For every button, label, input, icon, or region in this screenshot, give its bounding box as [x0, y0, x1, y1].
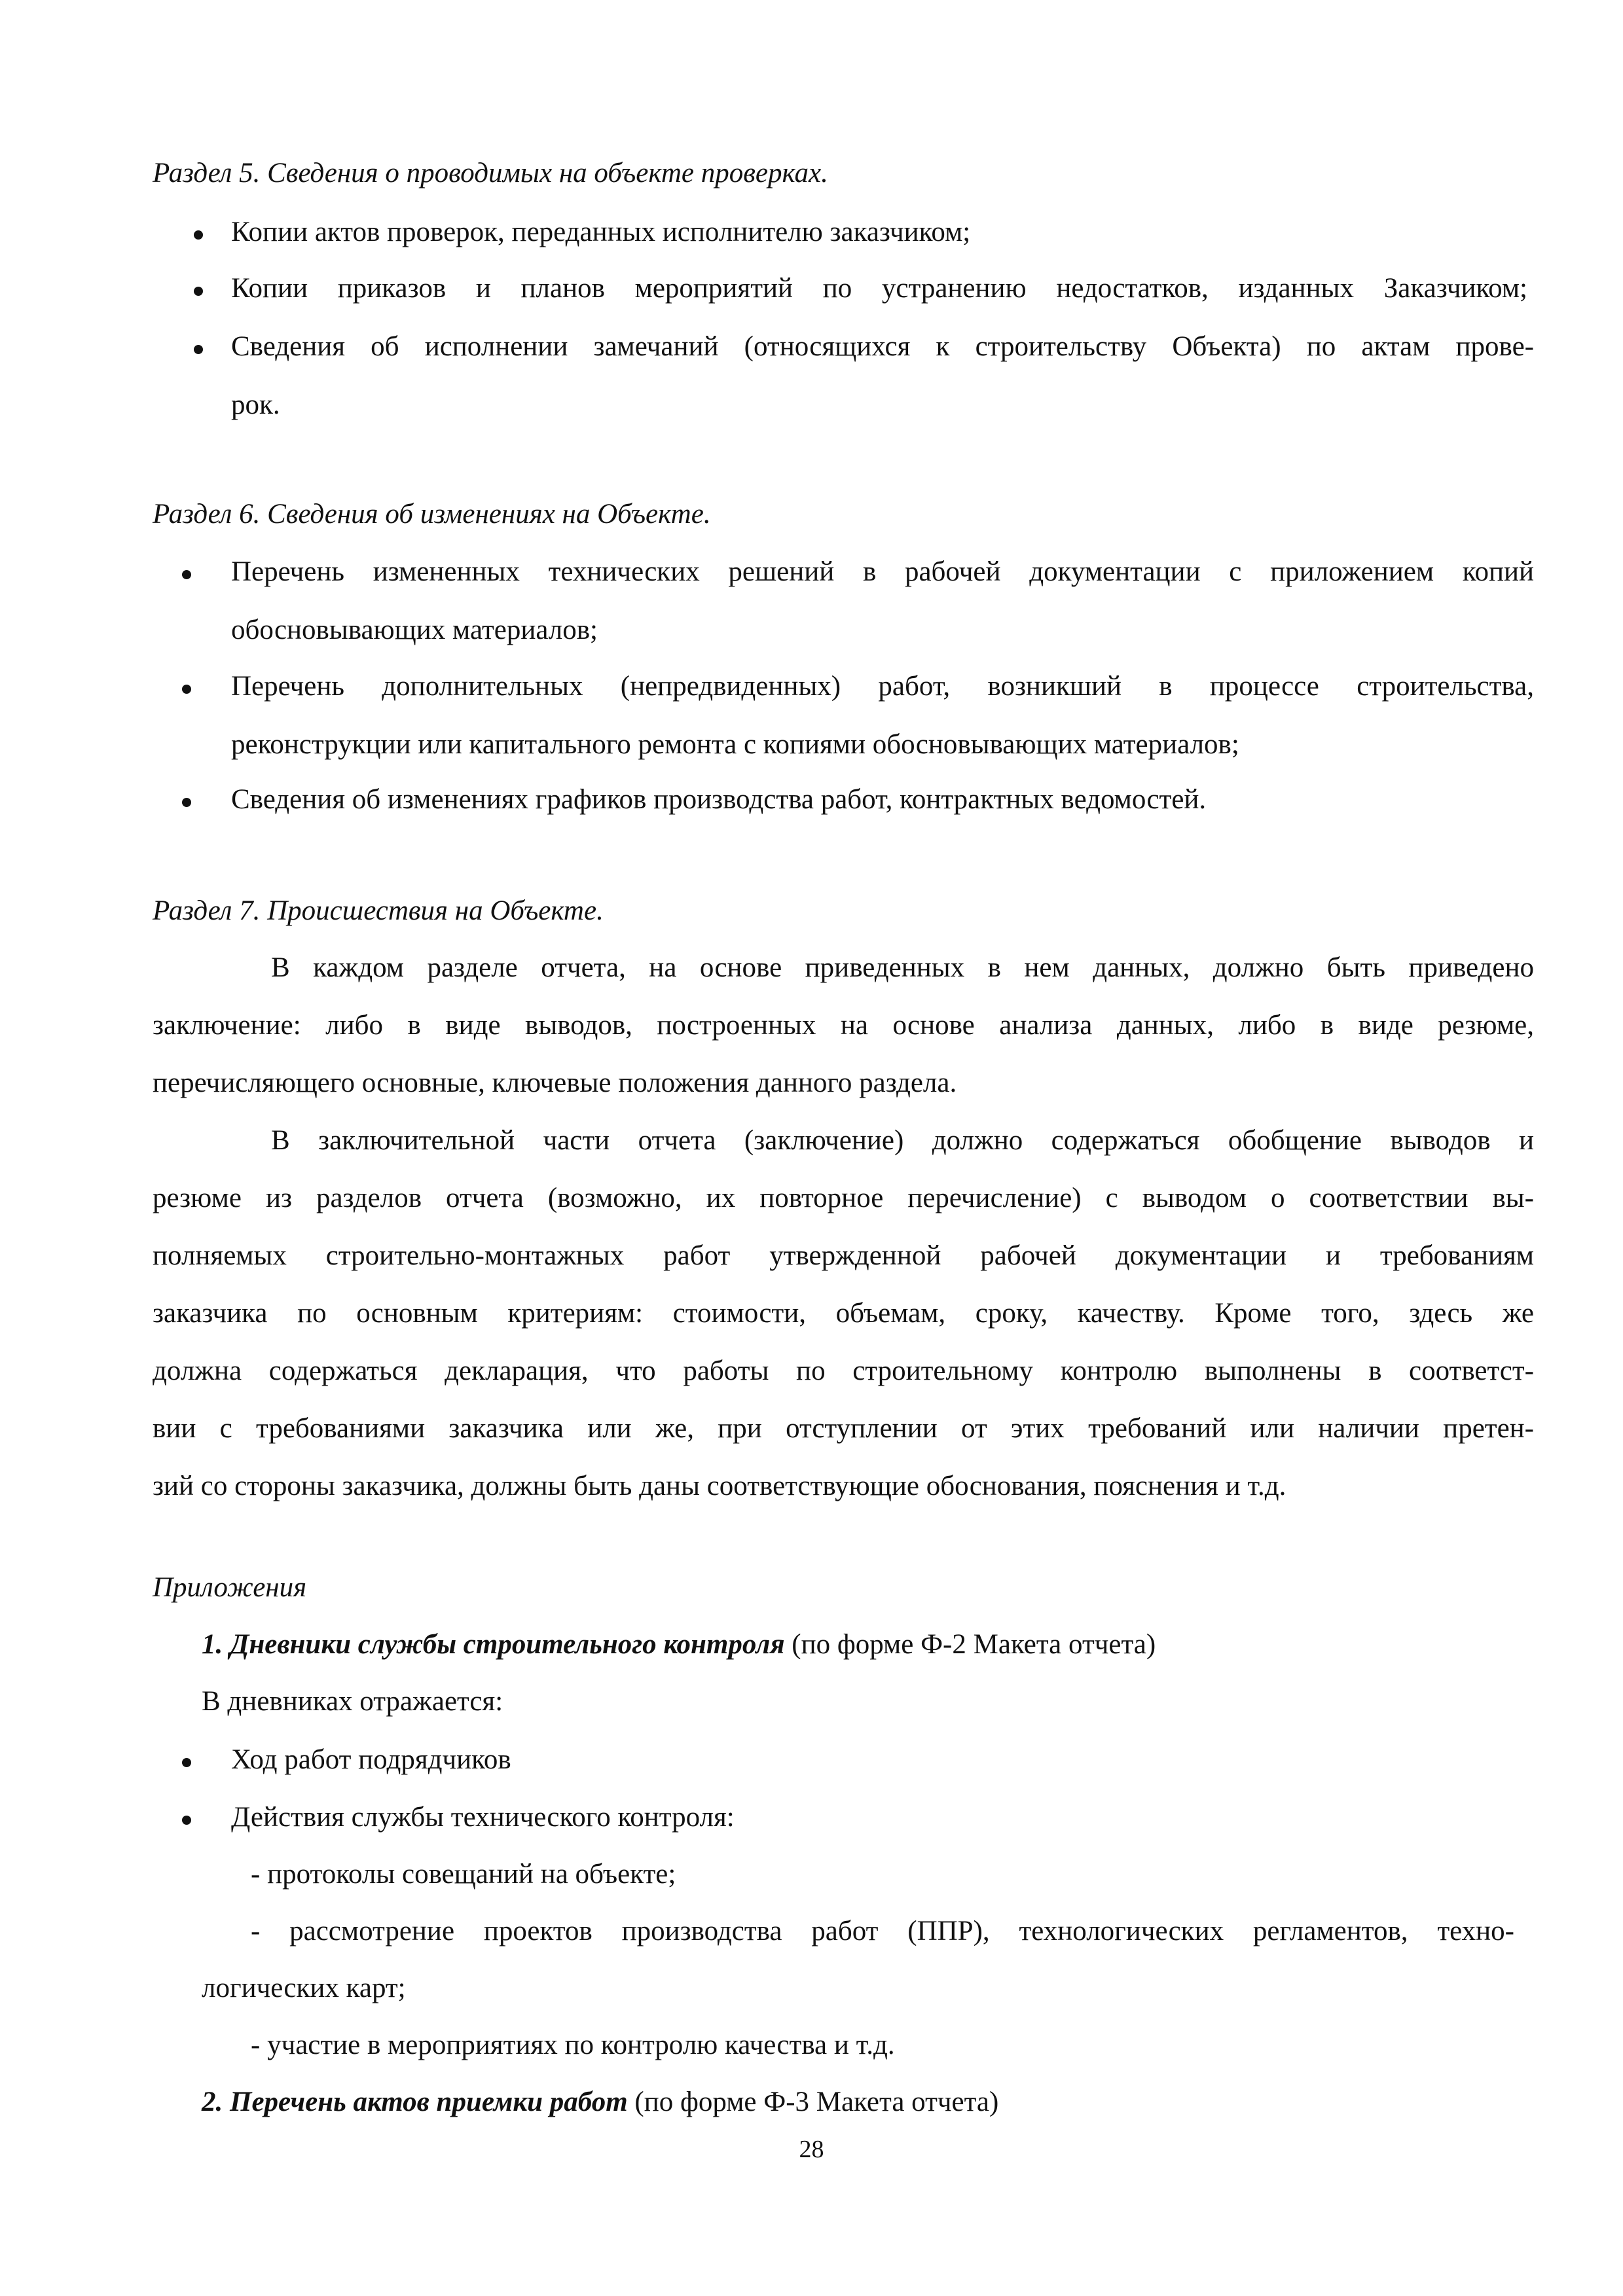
- diary-bullet-1: Ход работ подрядчиков: [231, 1744, 511, 1775]
- diary-intro: В дневниках отражается:: [202, 1686, 503, 1717]
- bullet-icon: [182, 1758, 191, 1767]
- paragraph-1-line-3: перечисляющего основные, ключевые положения данного раздела.: [153, 1067, 957, 1098]
- bullet-icon: [182, 1816, 191, 1825]
- section-6-item-1: Перечень измененных технических решений в рабочей документации с приложением копий: [231, 556, 1534, 587]
- section-7-title: Раздел 7. Происшествия на Объекте.: [153, 895, 604, 926]
- section-6-item-3: Сведения об изменениях графиков производства работ, контрактных ведомостей.: [231, 784, 1207, 815]
- paragraph-2-line-5: должна содержаться декларация, что работы по строительному контролю выполнены в соответст-: [153, 1355, 1534, 1386]
- paragraph-2-line-7: зий со стороны заказчика, должны быть даны соответствующие обоснования, пояснения и т.д.: [153, 1471, 1286, 1501]
- section-6-title: Раздел 6. Сведения об изменениях на Объекте.: [153, 499, 711, 529]
- bullet-icon: [194, 230, 203, 240]
- paragraph-2-line-4: заказчика по основным критериям: стоимости, объемам, сроку, качеству. Кроме того, здесь же: [153, 1298, 1534, 1329]
- paragraph-2-line-3: полняемых строительно-монтажных работ утвержденной рабочей документации и требованиям: [153, 1240, 1534, 1271]
- section-6-item-2: Перечень дополнительных (непредвиденных) работ, возникший в процессе строительства,: [231, 671, 1534, 702]
- appendix-title: Приложения: [153, 1572, 307, 1603]
- appendix-item-2: [202, 2088, 998, 2116]
- section-5-item-2: Копии приказов и планов мероприятий по устранению недостатков, изданных Заказчиком;: [231, 273, 1527, 304]
- bullet-icon: [182, 798, 191, 807]
- section-5-item-1: Копии актов проверок, переданных исполнителю заказчиком;: [231, 217, 971, 247]
- diary-bullet-2: Действия службы технического контроля:: [231, 1802, 735, 1833]
- paragraph-2-line-6: вии с требованиями заказчика или же, при отступлении от этих требований или наличии претен-: [153, 1413, 1534, 1444]
- appendix-item-2-note: (по форме Ф-3 Макета отчета): [627, 2087, 999, 2117]
- section-5-title: Раздел 5. Сведения о проводимых на объекте проверках.: [153, 158, 828, 188]
- appendix-item-1: [202, 1630, 1156, 1659]
- appendix-item-1-note: (по форме Ф-2 Макета отчета): [784, 1629, 1156, 1660]
- sub-item-2: - рассмотрение проектов производства работ (ППР), технологических регламентов, техно-: [251, 1916, 1514, 1946]
- sub-item-1: - протоколы совещаний на объекте;: [251, 1859, 676, 1890]
- bullet-icon: [182, 570, 191, 579]
- bullet-icon: [194, 345, 203, 354]
- appendix-item-1-title: 1. Дневники службы строительного контроля: [202, 1629, 785, 1660]
- paragraph-2-line-1: В заключительной части отчета (заключение) должно содержаться обобщение выводов и: [271, 1125, 1534, 1156]
- sub-item-3: - участие в мероприятиях по контролю качества и т.д.: [251, 2030, 895, 2060]
- paragraph-1-line-2: заключение: либо в виде выводов, построенных на основе анализа данных, либо в виде резюме,: [153, 1010, 1534, 1041]
- paragraph-2-line-2: резюме из разделов отчета (возможно, их повторное перечисление) с выводом о соответствии вы-: [153, 1183, 1534, 1213]
- page-number: 28: [799, 2136, 824, 2163]
- paragraph-1-line-1: В каждом разделе отчета, на основе приведенных в нем данных, должно быть приведено: [271, 952, 1534, 983]
- bullet-icon: [194, 287, 203, 296]
- section-6-item-2-cont: реконструкции или капитального ремонта с копиями обосновывающих материалов;: [231, 729, 1239, 760]
- bullet-icon: [182, 685, 191, 694]
- section-6-item-1-cont: обосновывающих материалов;: [231, 615, 598, 645]
- section-5-item-3: Сведения об исполнении замечаний (относящихся к строительству Объекта) по актам прове-: [231, 331, 1534, 362]
- appendix-item-2-title: 2. Перечень актов приемки работ: [202, 2087, 628, 2117]
- sub-item-2-cont: логических карт;: [202, 1973, 406, 2003]
- section-5-item-3-cont: рок.: [231, 389, 280, 420]
